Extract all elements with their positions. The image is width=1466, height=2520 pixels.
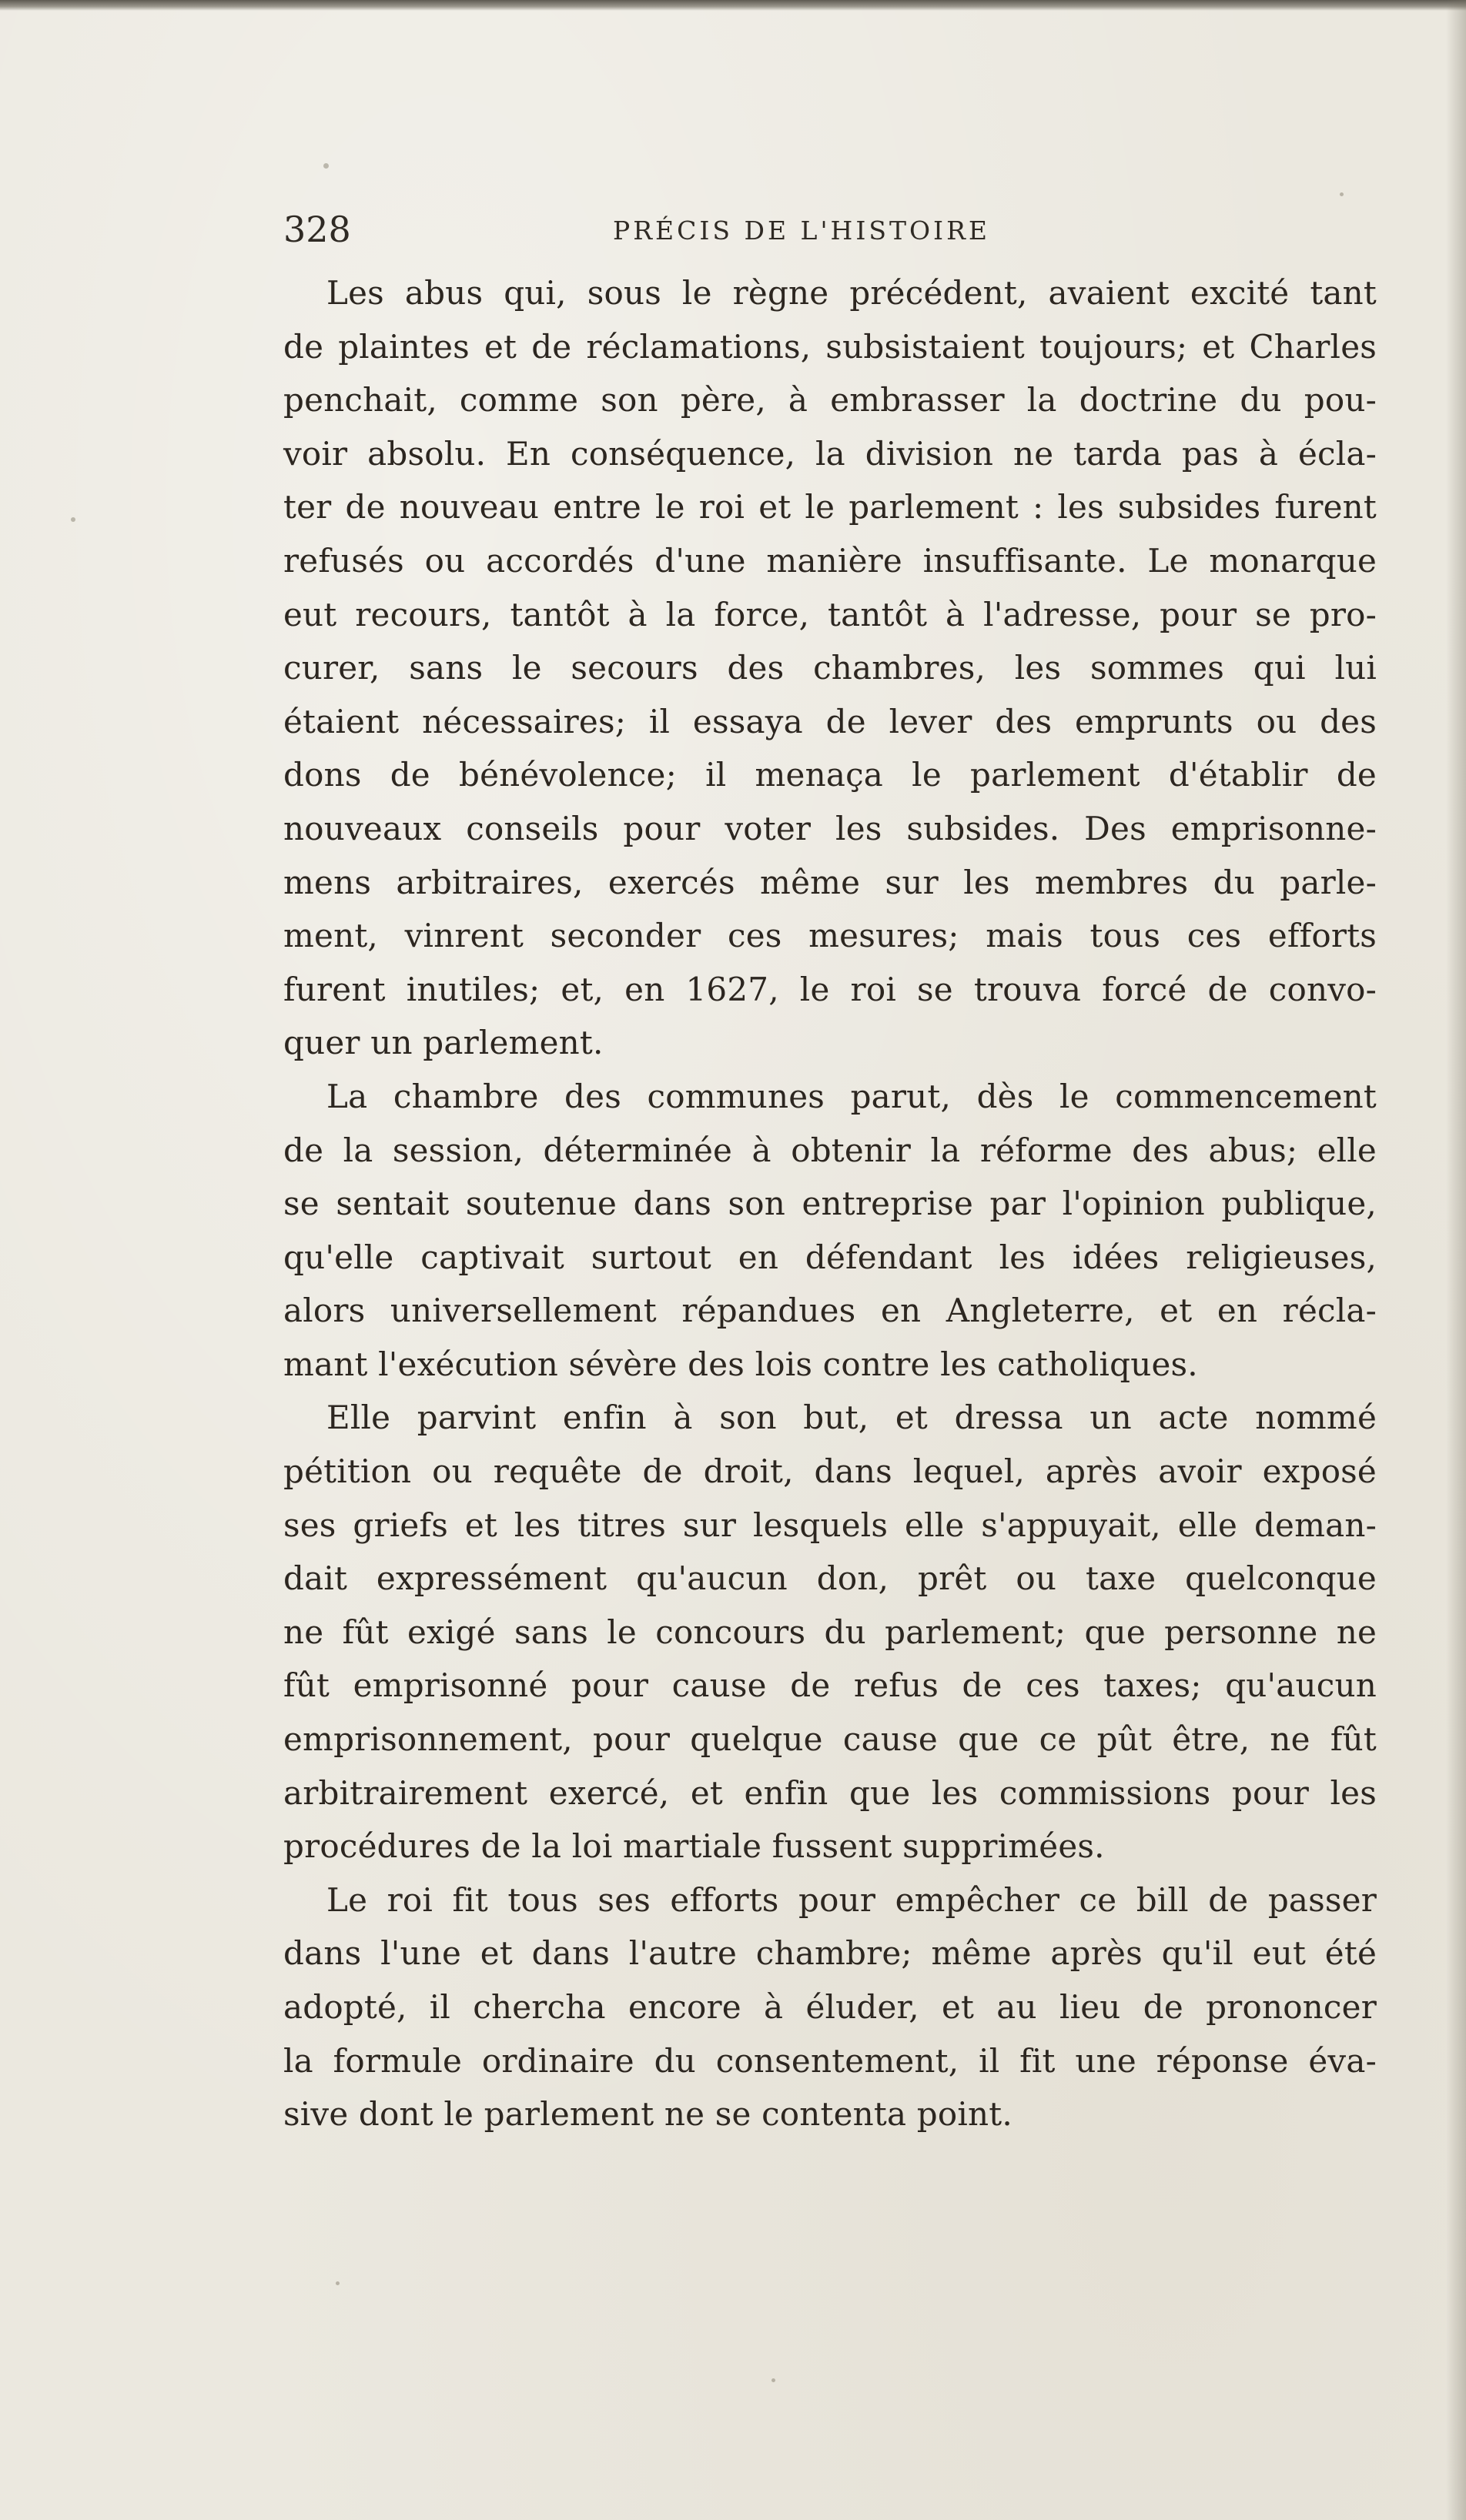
text-line: Le roi fit tous ses efforts pour empêcher ce bill de passer — [326, 1880, 1377, 1919]
text-line: La chambre des communes parut, dès le commencement — [326, 1077, 1377, 1115]
text-line: quer un parlement. — [283, 1024, 604, 1062]
text-line: étaient nécessaires; il essaya de lever des emprunts ou des — [283, 702, 1377, 740]
text-line: voir absolu. En conséquence, la division ne tarda pas à écla- — [283, 434, 1377, 473]
text-line: penchait, comme son père, à embrasser la doctrine du pou- — [283, 381, 1377, 419]
text-line: la formule ordinaire du consentement, il fit une réponse éva- — [283, 2041, 1377, 2080]
paragraph — [283, 266, 1377, 1070]
text-line: nouveaux conseils pour voter les subsides. Des emprisonne- — [283, 809, 1377, 847]
page-header — [283, 206, 1392, 252]
paragraph — [283, 1873, 1377, 2141]
text-line: refusés ou accordés d'une manière insuffisante. Le monarque — [283, 541, 1377, 580]
text-line: Elle parvint enfin à son but, et dressa un acte nommé — [326, 1399, 1377, 1437]
page-gutter-shadow — [1446, 0, 1466, 2520]
text-line: alors universellement répandues en Angleterre, et en récla- — [283, 1292, 1377, 1330]
text-line: emprisonnement, pour quelque cause que ce pût être, ne fût — [283, 1720, 1377, 1759]
text-line: ne fût exigé sans le concours du parlement; que personne ne — [283, 1613, 1377, 1651]
text-line: Les abus qui, sous le règne précédent, avaient excité tant — [326, 274, 1377, 312]
text-line: sive dont le parlement ne se contenta point. — [283, 2095, 1012, 2134]
paper-speck — [71, 517, 75, 522]
page-top-edge — [0, 0, 1466, 11]
paper-speck — [1340, 192, 1344, 196]
text-line: de plaintes et de réclamations, subsistaient toujours; et Charles — [283, 327, 1377, 366]
text-line: fût emprisonné pour cause de refus de ces taxes; qu'aucun — [283, 1666, 1377, 1705]
text-line: qu'elle captivait surtout en défendant les idées religieuses, — [283, 1238, 1377, 1276]
paragraph — [283, 1391, 1377, 1873]
text-line: ter de nouveau entre le roi et le parlement : les subsides furent — [283, 488, 1377, 526]
text-line: mant l'exécution sévère des lois contre les catholiques. — [283, 1345, 1198, 1383]
paper-speck — [323, 163, 329, 169]
text-line: eut recours, tantôt à la force, tantôt à l'adresse, pour se pro- — [283, 595, 1377, 633]
text-line: dait expressément qu'aucun don, prêt ou taxe quelconque — [283, 1559, 1377, 1598]
text-line: de la session, déterminée à obtenir la réforme des abus; elle — [283, 1131, 1377, 1169]
paper-speck — [336, 2281, 340, 2285]
text-line: pétition ou requête de droit, dans lequel, après avoir exposé — [283, 1452, 1377, 1491]
text-line: dons de bénévolence; il menaça le parlement d'établir de — [283, 756, 1377, 794]
text-line: se sentait soutenue dans son entreprise par l'opinion publique, — [283, 1185, 1377, 1223]
text-line: curer, sans le secours des chambres, les sommes qui lui — [283, 649, 1377, 687]
running-title: PRÉCIS DE L'HISTOIRE — [613, 216, 991, 246]
paper-speck — [771, 2378, 775, 2382]
page-number: 328 — [283, 209, 351, 250]
text-line: adopté, il chercha encore à éluder, et au lieu de prononcer — [283, 1988, 1377, 2026]
text-line: procédures de la loi martiale fussent supprimées. — [283, 1827, 1105, 1866]
body-text — [283, 266, 1377, 2141]
paragraph — [283, 1070, 1377, 1392]
text-line: ment, vinrent seconder ces mesures; mais tous ces efforts — [283, 917, 1377, 955]
text-line: dans l'une et dans l'autre chambre; même après qu'il eut été — [283, 1934, 1377, 1973]
text-line: ses griefs et les titres sur lesquels elle s'appuyait, elle deman- — [283, 1506, 1377, 1544]
text-line: mens arbitraires, exercés même sur les membres du parle- — [283, 863, 1377, 901]
text-line: arbitrairement exercé, et enfin que les commissions pour les — [283, 1773, 1377, 1812]
text-line: furent inutiles; et, en 1627, le roi se trouva forcé de convo- — [283, 970, 1377, 1008]
